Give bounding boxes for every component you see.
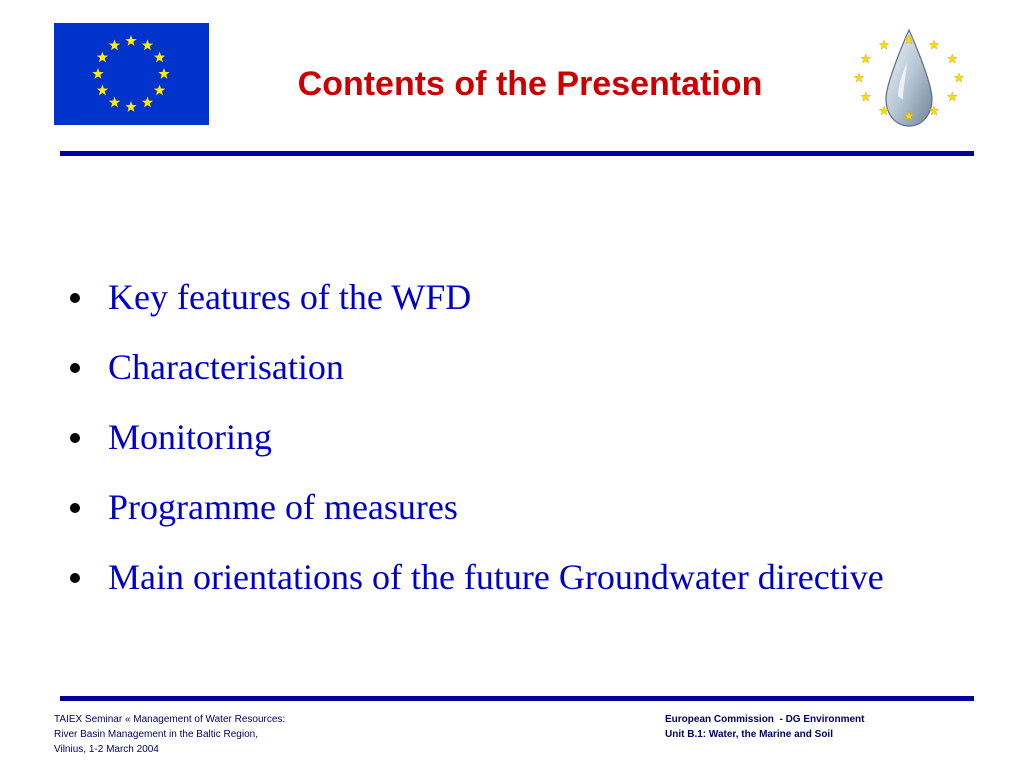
contents-list xyxy=(70,262,970,607)
star-icon xyxy=(948,92,958,101)
footer-organisation: European Commission - DG Environment Unit B.1: Water, the Marine and Soil xyxy=(665,714,865,740)
header-divider xyxy=(60,151,974,156)
bullet-icon xyxy=(70,573,80,583)
eu-flag-icon xyxy=(54,23,209,125)
list-item: Main orientations of the future Groundwater directive xyxy=(70,547,970,607)
list-item: Key features of the WFD xyxy=(70,262,970,332)
water-drop-stars-icon xyxy=(848,26,970,132)
star-icon xyxy=(861,92,871,101)
bullet-icon xyxy=(70,293,80,303)
star-icon xyxy=(861,54,871,63)
star-icon xyxy=(854,73,864,82)
star-icon xyxy=(948,54,958,63)
star-icon xyxy=(954,73,964,82)
footer-seminar-info: TAIEX Seminar « Management of Water Resources: River Basin Management in the Baltic Region, Vilnius, 1-2 March 2004 xyxy=(54,714,286,755)
list-item: Programme of measures xyxy=(70,472,970,542)
list-item: Characterisation xyxy=(70,332,970,402)
star-icon xyxy=(929,40,939,49)
footer-divider xyxy=(60,696,974,701)
star-icon xyxy=(879,40,889,49)
bullet-icon xyxy=(70,363,80,373)
bullet-icon xyxy=(70,433,80,443)
page-title: Contents of the Presentation xyxy=(297,65,763,103)
list-item: Monitoring xyxy=(70,402,970,472)
bullet-icon xyxy=(70,503,80,513)
